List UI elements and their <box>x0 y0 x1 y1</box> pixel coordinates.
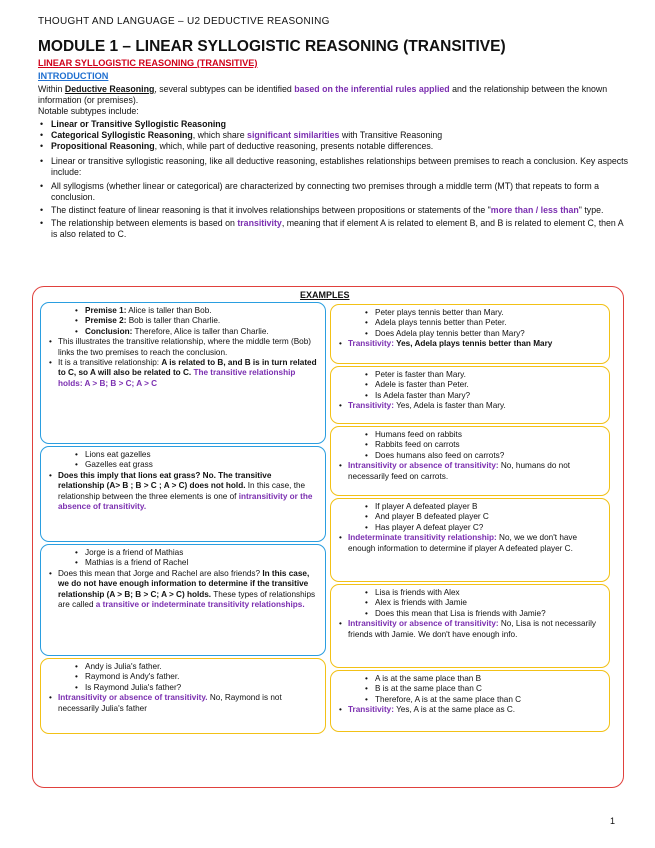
list-item: • Mathias is a friend of Rachel <box>73 558 319 568</box>
subtypes-list <box>38 119 628 153</box>
example-box-jorge <box>40 544 326 656</box>
examples-title: EXAMPLES <box>300 290 350 300</box>
intro-paragraph: Within Deductive Reasoning, several subtypes can be identified based on the inferential rules applied and the relationship between the known information (or premises). <box>38 84 608 106</box>
list-item: • The relationship between elements is based on transitivity, meaning that if element A is related to element B, and B is related to element C, then A is also related to C. <box>38 218 628 240</box>
subtypes-label: Notable subtypes include: <box>38 106 139 117</box>
list-item: • Does Adela play tennis better than Mary? <box>363 329 603 339</box>
list-item: • Transitivity: Yes, A is at the same place as C. <box>337 705 603 715</box>
list-item: • Categorical Syllogistic Reasoning, which share significant similarities with Transitive Reasoning <box>38 130 628 141</box>
list-item: • Has player A defeat player C? <box>363 523 603 533</box>
list-item: • Linear or transitive syllogistic reasoning, like all deductive reasoning, establishes relationships between premises to reach a conclusion. Key aspects include: <box>38 156 628 178</box>
list-item: • Does this mean that Jorge and Rachel are also friends? In this case, we do not have enough information to determine if the transitive relationship (A > B; B > C; A > C) holds. These types of relationships are called a transitive or indeterminate transitivity relationships. <box>47 569 319 611</box>
example-box-alice-bob <box>40 302 326 444</box>
list-item: • All syllogisms (whether linear or categorical) are characterized by connecting two premises through a middle term (MT) that repeats to form a conclusion. <box>38 181 628 203</box>
list-item: • Does this mean that Lisa is friends with Jamie? <box>363 609 603 619</box>
list-item: • Gazelles eat grass <box>73 460 319 470</box>
page-number: 1 <box>610 816 616 826</box>
list-item: • Linear or Transitive Syllogistic Reasoning <box>38 119 628 130</box>
list-item: • Is Adela faster than Mary? <box>363 391 603 401</box>
section-introduction-heading: INTRODUCTION <box>38 71 109 81</box>
list-item: • Intransitivity or absence of transitivity: No, humans do not necessarily feed on carrots. <box>337 461 603 482</box>
list-item: • Lisa is friends with Alex <box>363 588 603 598</box>
example-box-tennis <box>330 304 610 364</box>
page-title: MODULE 1 – LINEAR SYLLOGISTIC REASONING (TRANSITIVE) <box>38 38 506 55</box>
list-item: • Andy is Julia's father. <box>73 662 319 672</box>
list-item: • Propositional Reasoning, which, while part of deductive reasoning, presents notable differences. <box>38 141 628 152</box>
list-item: • Raymond is Andy's father. <box>73 672 319 682</box>
example-box-faster <box>330 366 610 424</box>
list-item: • Premise 2: Bob is taller than Charlie. <box>73 316 319 326</box>
list-item: • Does this imply that lions eat grass? No. The transitive relationship (A> B ; B > C ; A > C) does not hold. In this case, the relationship between the three elements is one of intransitivity or the absence of transitivity. <box>47 471 319 513</box>
list-item: • And player B defeated player C <box>363 512 603 522</box>
list-item: • It is a transitive relationship: A is related to B, and B is in turn related to C, so A will also be related to C. The transitive relationship holds: A > B; B > C; A > C <box>47 358 319 389</box>
list-item: • Premise 1: Alice is taller than Bob. <box>73 306 319 316</box>
running-header: THOUGHT AND LANGUAGE – U2 DEDUCTIVE REASONING <box>38 16 330 27</box>
list-item: • Transitivity: Yes, Adela plays tennis better than Mary <box>337 339 603 349</box>
list-item: • Is Raymond Julia's father? <box>73 683 319 693</box>
list-item: • If player A defeated player B <box>363 502 603 512</box>
list-item: • A is at the same place than B <box>363 674 603 684</box>
list-item: • The distinct feature of linear reasoning is that it involves relationships between propositions or statements of the "more than / less than" type. <box>38 205 628 216</box>
list-item: • Peter plays tennis better than Mary. <box>363 308 603 318</box>
deductive-reasoning-term: Deductive Reasoning <box>64 84 155 94</box>
list-item: • Adele is faster than Peter. <box>363 380 603 390</box>
list-item: • Jorge is a friend of Mathias <box>73 548 319 558</box>
list-item: • This illustrates the transitive relationship, where the middle term (Bob) links the two premises to reach the conclusion. <box>47 337 319 358</box>
highlight-inferential-rules: based on the inferential rules applied <box>294 84 450 94</box>
example-box-lisa <box>330 584 610 668</box>
example-box-lions <box>40 446 326 542</box>
list-item: • Intransitivity or absence of transitivity: No, Lisa is not necessarily friends with Jamie. We don't have enough info. <box>337 619 603 640</box>
list-item: • Indeterminate transitivity relationship: No, we we don't have enough information to determine if player A defeated player C. <box>337 533 603 554</box>
list-item: • Therefore, A is at the same place than C <box>363 695 603 705</box>
example-box-same-place <box>330 670 610 732</box>
example-box-players <box>330 498 610 582</box>
section-subtitle: LINEAR SYLLOGISTIC REASONING (TRANSITIVE) <box>38 58 258 68</box>
list-item: • B is at the same place than C <box>363 684 603 694</box>
example-box-humans <box>330 426 610 496</box>
list-item: • Conclusion: Therefore, Alice is taller than Charlie. <box>73 327 319 337</box>
list-item: • Peter is faster than Mary. <box>363 370 603 380</box>
introduction-body <box>38 84 628 243</box>
key-aspects-list <box>38 156 628 240</box>
list-item: • Intransitivity or absence of transitivity. No, Raymond is not necessarily Julia's father <box>47 693 319 714</box>
list-item: • Adela plays tennis better than Peter. <box>363 318 603 328</box>
example-box-andy <box>40 658 326 734</box>
list-item: • Alex is friends with Jamie <box>363 598 603 608</box>
list-item: • Transitivity: Yes, Adela is faster than Mary. <box>337 401 603 411</box>
list-item: • Humans feed on rabbits <box>363 430 603 440</box>
list-item: • Does humans also feed on carrots? <box>363 451 603 461</box>
list-item: • Lions eat gazelles <box>73 450 319 460</box>
list-item: • Rabbits feed on carrots <box>363 440 603 450</box>
